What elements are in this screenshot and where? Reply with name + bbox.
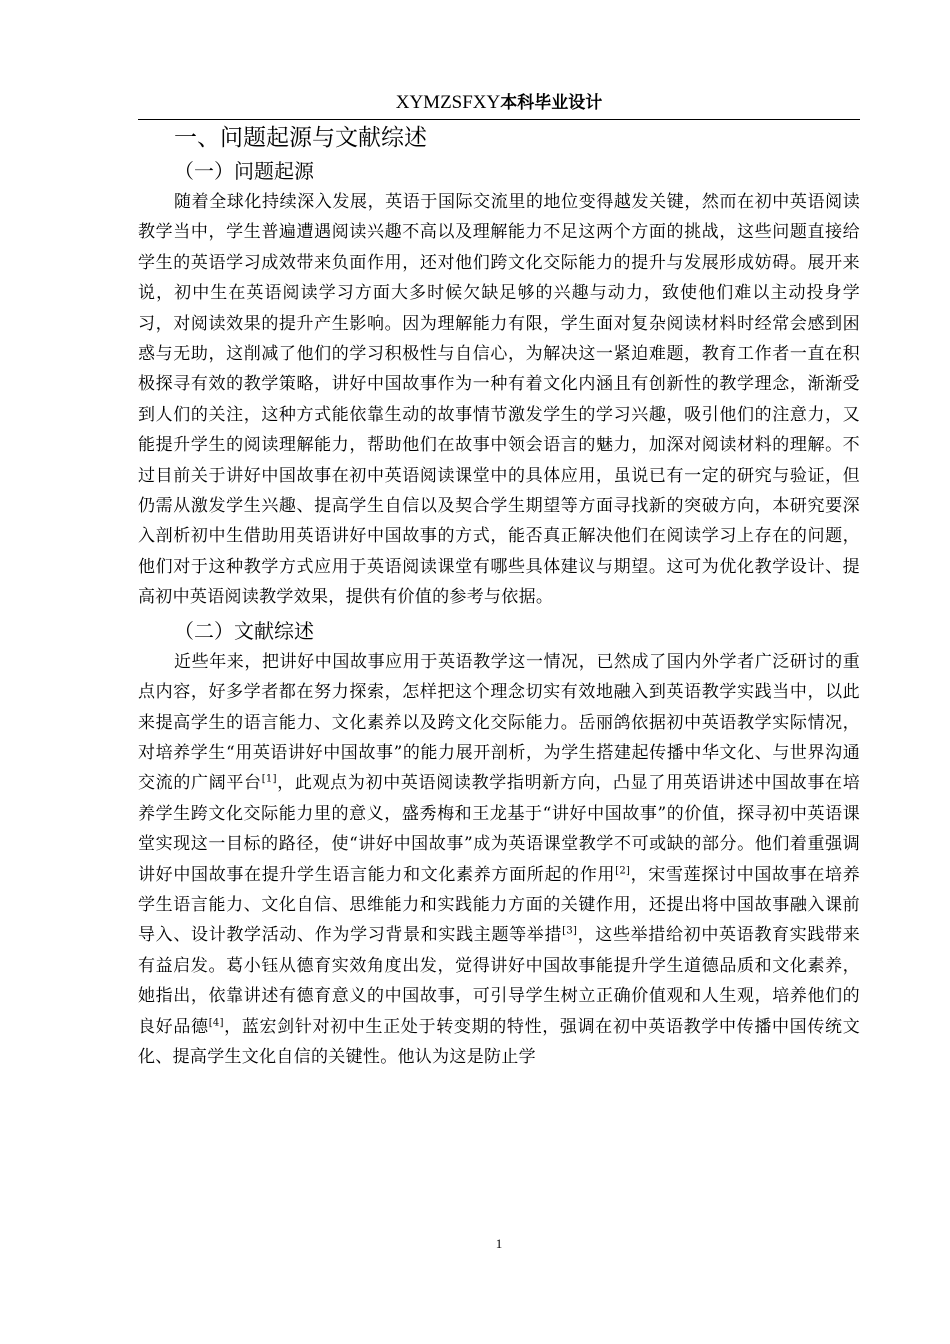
subsection-title-origin: （一）问题起源 — [174, 159, 314, 183]
review-text-5: ，蓝宏剑针对初中生正处于转变期的特性，强调在初中英语教学中传播中国传统文化、提高学生文化自信的关键性。他认为这是防止学 — [138, 1016, 860, 1067]
header-rule — [138, 119, 860, 120]
header-title: 本科毕业设计 — [500, 93, 603, 113]
citation-2: [2] — [615, 864, 631, 876]
subsection-title-review: （二）文献综述 — [174, 618, 314, 643]
page-content — [138, 121, 860, 1072]
review-text-4: ，这些举措给初中英语教育实践带来有益启发。葛小钰从德育实效角度出发，觉得讲好中国故事能提升学生道德品质和文化素养，她指出，依靠讲述有德育意义的中国故事，可引导学生树立正确价值观和人生观，培养他们的良好品德 — [138, 925, 860, 1037]
paragraph-review — [138, 647, 860, 1073]
paragraph-origin: 随着全球化持续深入发展，英语于国际交流里的地位变得越发关键，然而在初中英语阅读教学当中，学生普遍遭遇阅读兴趣不高以及理解能力不足这两个方面的挑战，这些问题直接给学生的英语学习成效带来负面作用，还对他们跨文化交际能力的提升与发展形成妨碍。展开来说，初中生在英语阅读学习方面大多时候欠缺足够的兴趣与动力，致使他们难以主动投身学习，对阅读效果的提升产生影响。因为理解能力有限，学生面对复杂阅读材料时经常会感到困惑与无助，这削减了他们的学习积极性与自信心，为解决这一紧迫难题，教育工作者一直在积极探寻有效的教学策略，讲好中国故事作为一种有着文化内涵且有创新性的教学理念，渐渐受到人们的关注，这种方式能依靠生动的故事情节激发学生的学习兴趣，吸引他们的注意力，又能提升学生的阅读理解能力，帮助他们在故事中领会语言的魅力，加深对阅读材料的理解。不过目前关于讲好中国故事在初中英语阅读课堂中的具体应用，虽说已有一定的研究与验证，但仍需从激发学生兴趣、提高学生自信以及契合学生期望等方面寻找新的突破方向，本研究要深入剖析初中生借助用英语讲好中国故事的方式，能否真正解决他们在阅读学习上存在的问题，他们对于这种教学方式应用于英语阅读课堂有哪些具体建议与期望。这可为优化教学设计、提高初中英语阅读教学效果，提供有价值的参考与依据。 — [138, 192, 860, 608]
review-text-3: ，宋雪莲探讨中国故事在培养学生语言能力、文化自信、思维能力和实践能力方面的关键作用，还提出将中国故事融入课前导入、设计教学活动、作为学习背景和实践主题等举措 — [138, 864, 860, 946]
citation-1: [1] — [261, 773, 277, 785]
citation-3: [3] — [562, 925, 578, 937]
section-title: 一、问题起源与文献综述 — [174, 125, 427, 151]
review-text-1: 近些年来，把讲好中国故事应用于英语教学这一情况，已然成了国内外学者广泛研讨的重点内容，好多学者都在努力探索，怎样把这个理念切实有效地融入到英语教学实践当中，以此来提高学生的语言能力、文化素养以及跨文化交际能力。岳丽鸽依据初中英语教学实际情况，对培养学生“用英语讲好中国故事”的能力展开剖析，为学生搭建起传播中华文化、与世界沟通交流的广阔平台 — [138, 651, 860, 794]
review-text-2: ，此观点为初中英语阅读教学指明新方向，凸显了用英语讲述中国故事在培养学生跨文化交际能力里的意义，盛秀梅和王龙基于“讲好中国故事”的价值，探寻初中英语课堂实现这一目标的路径，使“讲好中国故事”成为英语课堂教学不可或缺的部分。他们着重强调讲好中国故事在提升学生语言能力和文化素养方面所起的作用 — [138, 773, 860, 885]
header-code: XYMZSFXY — [395, 92, 501, 113]
citation-4: [4] — [208, 1016, 224, 1028]
page-header — [138, 88, 860, 118]
page-number: 1 — [495, 1236, 503, 1251]
